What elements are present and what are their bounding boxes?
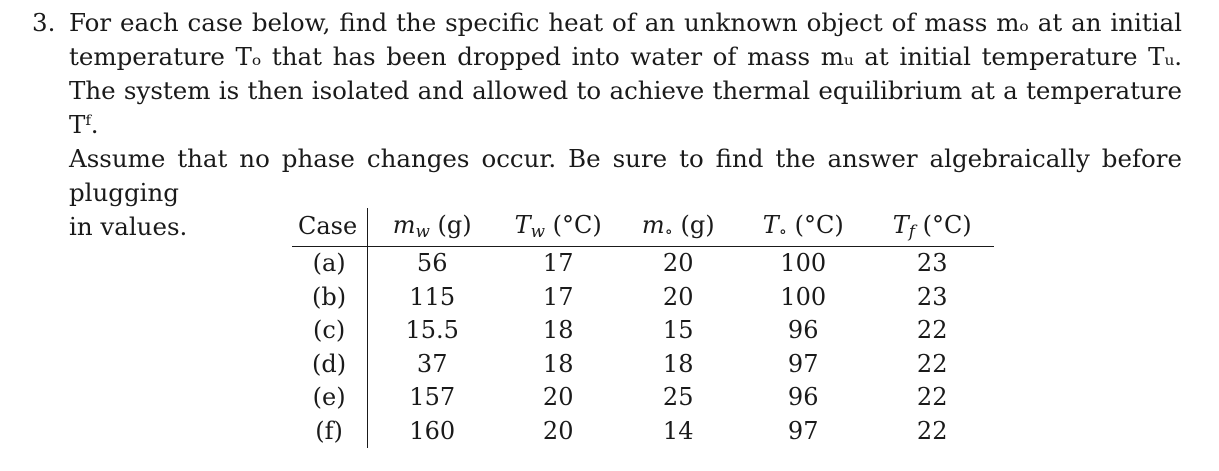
cell-mo: 14: [662, 416, 694, 445]
cell-to: 96: [787, 316, 819, 344]
cell-tw: 18: [542, 316, 574, 344]
cell-case: (b): [292, 281, 368, 315]
data-table: [292, 208, 994, 448]
cell-tw: 20: [542, 383, 574, 411]
cell-to: 96: [787, 383, 819, 411]
cell-to: 97: [787, 416, 819, 445]
problem-line-2: temperature Tₒ that has been dropped into water of mass mᵤ at initial temperature Tᵤ.: [69, 42, 1182, 71]
cell-mw: 160: [409, 416, 456, 445]
cell-case: (a): [292, 247, 368, 281]
header-mw: $m_w$ (g): [368, 208, 497, 247]
cell-tw: 20: [542, 416, 574, 445]
table-row: [292, 381, 994, 415]
header-tw: $T_w$ (°C): [496, 208, 620, 247]
table-row: [292, 314, 994, 348]
cell-tf: 22: [916, 383, 948, 411]
table-row: [292, 348, 994, 382]
header-mo: $m_\circ$ (g): [620, 208, 736, 247]
problem-line-4: Assume that no phase changes occur. Be sure to find the answer algebraically before plugging: [69, 144, 1182, 207]
header-to: $T_\circ$ (°C): [736, 208, 870, 247]
cell-case: (c): [292, 314, 368, 348]
problem-line-1: For each case below, find the specific heat of an unknown object of mass mₒ at an initial: [69, 8, 1182, 37]
cell-mw: 56: [416, 249, 448, 277]
problem-line-5: in values.: [69, 212, 188, 241]
cell-to: 100: [780, 249, 827, 277]
cell-mo: 25: [662, 383, 694, 411]
cell-to: 97: [787, 349, 819, 378]
header-case: Case: [292, 208, 368, 247]
cell-tw: 17: [542, 249, 574, 277]
table-header-row: [292, 208, 994, 247]
cell-tf: 23: [916, 249, 948, 277]
problem-line-3: The system is then isolated and allowed to achieve thermal equilibrium at a temperature Tᶠ.: [69, 76, 1182, 139]
table-row: [292, 415, 994, 449]
cell-case: (d): [292, 348, 368, 382]
cell-mo: 20: [662, 249, 694, 277]
cell-tf: 22: [916, 316, 948, 344]
cell-mw: 157: [409, 383, 456, 411]
cell-tf: 23: [916, 282, 948, 311]
header-tf: $T_f$ (°C): [870, 208, 994, 247]
problem-number: 3.: [32, 8, 56, 37]
cell-mo: 15: [662, 316, 694, 344]
cell-mw: 115: [409, 282, 456, 311]
cell-tf: 22: [916, 416, 948, 445]
cell-mo: 18: [662, 349, 694, 378]
cell-to: 100: [780, 282, 827, 311]
cell-mw: 37: [416, 349, 448, 378]
table-row: [292, 281, 994, 315]
cell-tw: 17: [542, 282, 574, 311]
cell-tf: 22: [916, 349, 948, 378]
cell-mw: 15.5: [405, 316, 459, 344]
cell-mo: 20: [662, 282, 694, 311]
cell-case: (e): [292, 381, 368, 415]
cell-case: (f): [292, 415, 368, 449]
cell-tw: 18: [542, 349, 574, 378]
table-row: [292, 247, 994, 281]
